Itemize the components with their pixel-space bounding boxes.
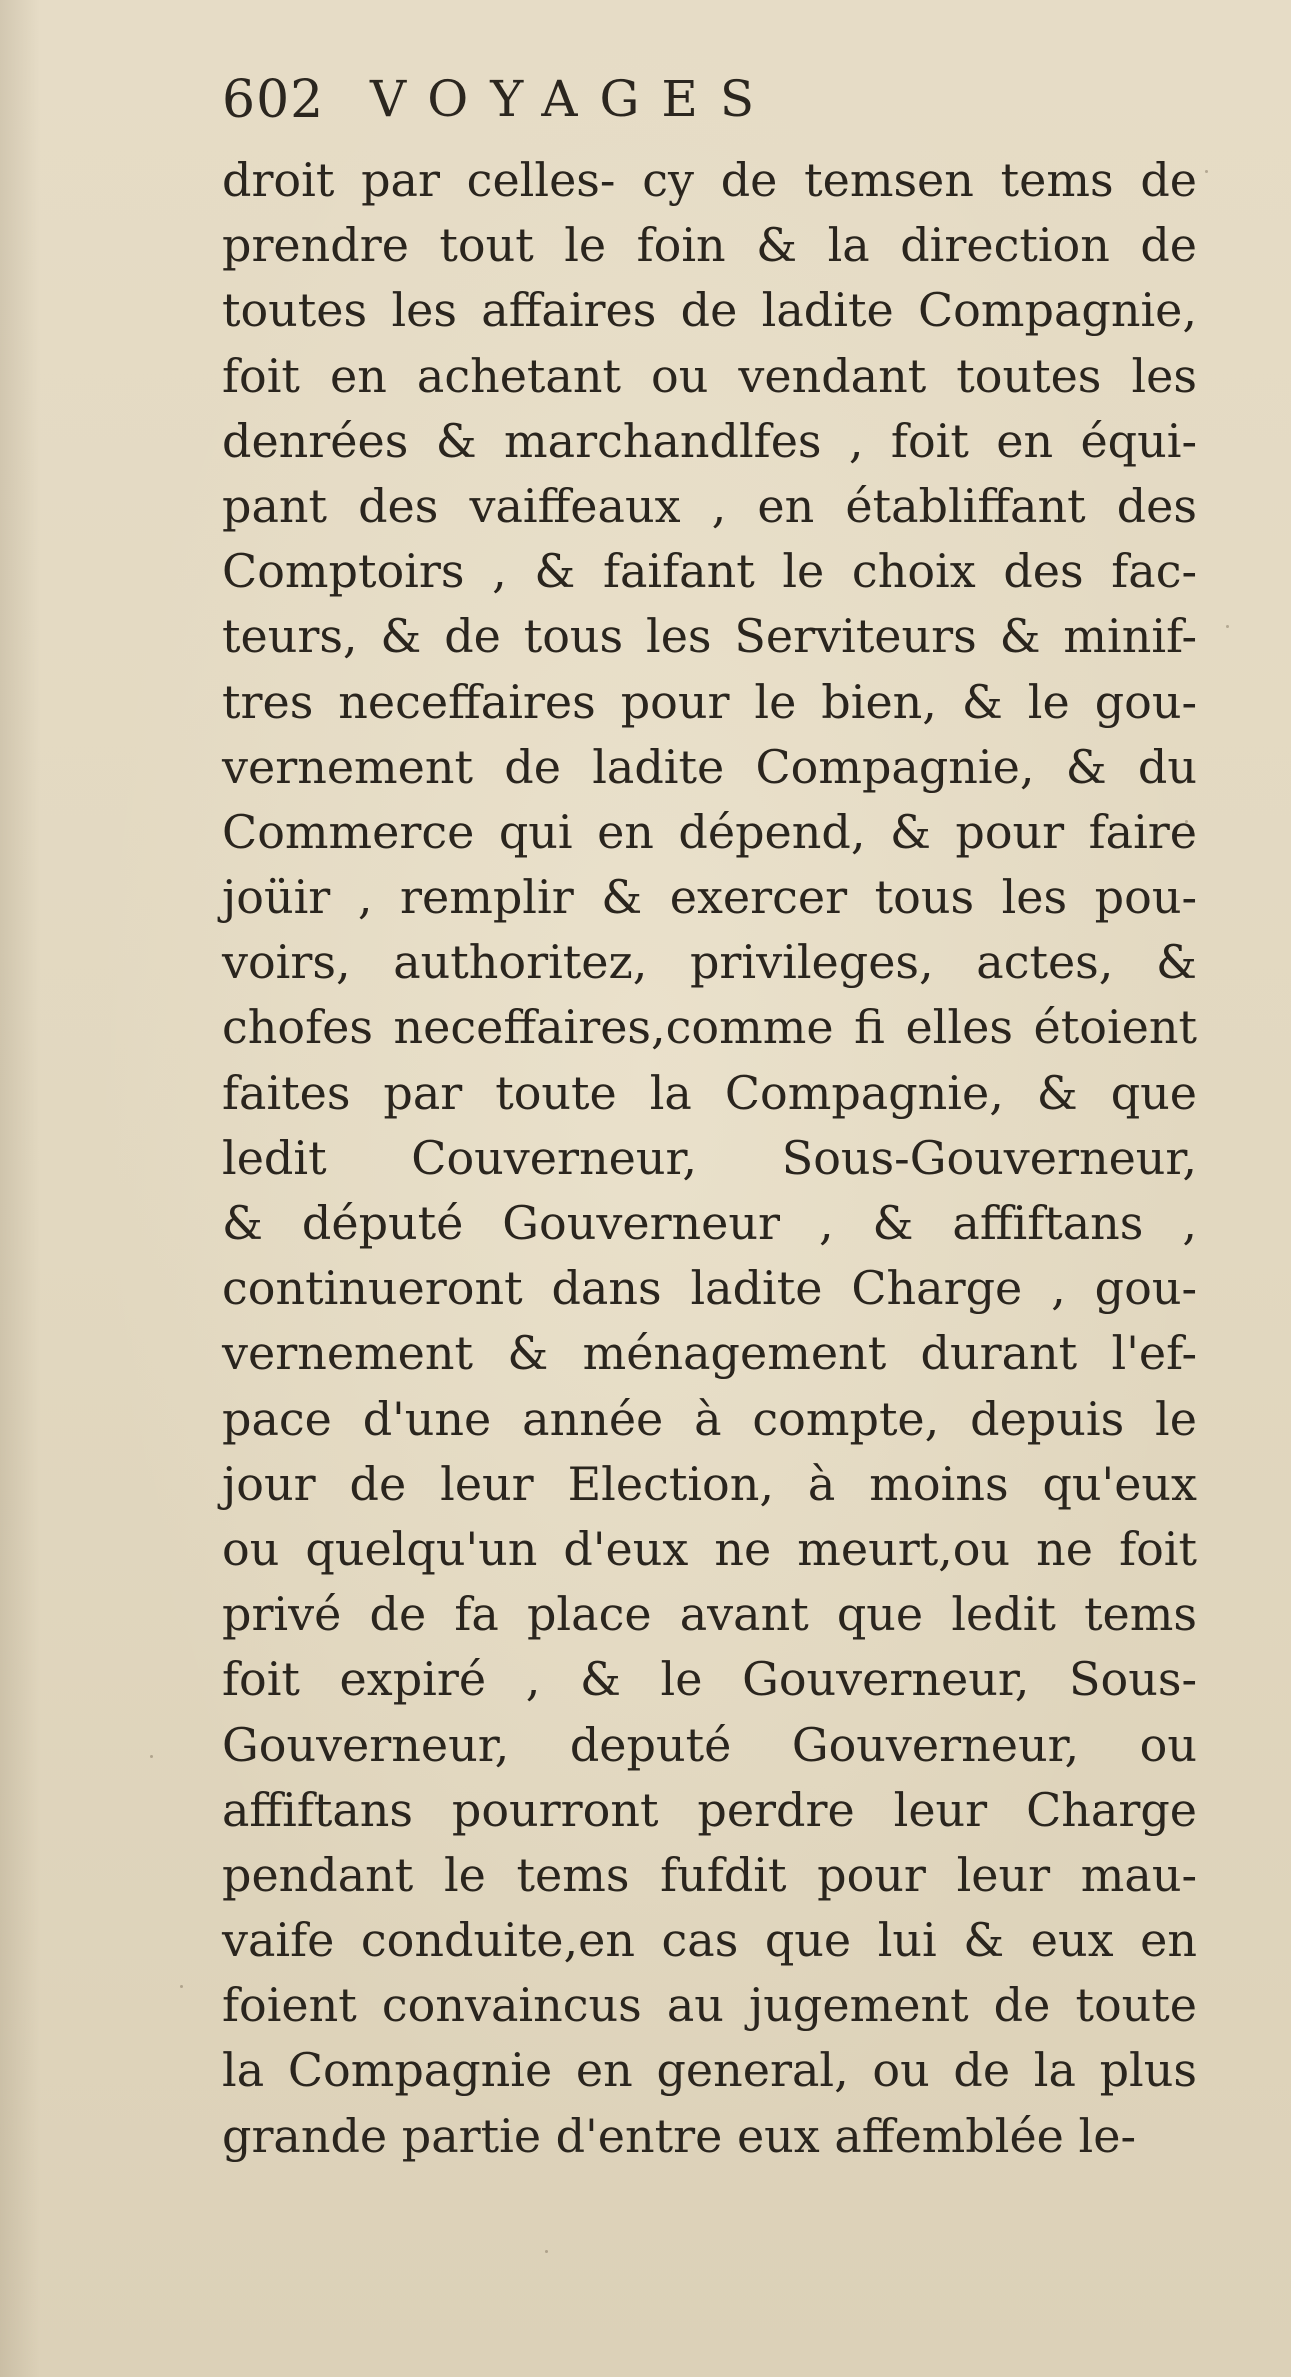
text-line: Comptoirs , & faifant le choix des fac- [222, 544, 1197, 599]
text-line: pendant le tems fufdit pour leur mau- [222, 1847, 1197, 1902]
text-line: denrées & marchandlfes , foit en équi- [222, 413, 1197, 468]
text-line: continueront dans ladite Charge , gou- [222, 1261, 1197, 1316]
text-line: la Compagnie en general, ou de la plus [222, 2043, 1197, 2098]
text-line: joüir , remplir & exercer tous les pou- [222, 870, 1197, 925]
text-line: teurs, & de tous les Serviteurs & minif- [222, 609, 1197, 664]
text-line: foit expiré , & le Gouverneur, Sous- [222, 1652, 1197, 1707]
text-line: & député Gouverneur , & affiftans , [222, 1196, 1197, 1250]
running-title: VOYAGES [370, 70, 777, 128]
text-line: faites par toute la Compagnie, & que [222, 1065, 1197, 1120]
text-line: foit en achetant ou vendant toutes les [222, 348, 1197, 403]
paper-speck [150, 1755, 153, 1758]
text-line: toutes les affaires de ladite Compagnie, [222, 283, 1197, 338]
paper-speck [1185, 820, 1188, 823]
gutter-shadow [0, 0, 40, 2377]
body-text [222, 148, 1197, 2169]
text-line: pace d'une année à compte, depuis le [222, 1391, 1197, 1446]
text-line: tres neceffaires pour le bien, & le gou- [222, 674, 1197, 729]
text-line: ledit Couverneur, Sous-Gouverneur, [222, 1130, 1197, 1185]
text-line: pant des vaiffeaux , en établiffant des [222, 478, 1197, 533]
text-line: privé de fa place avant que ledit tems [222, 1587, 1197, 1642]
paper-speck [180, 1985, 183, 1988]
paper-speck [1226, 625, 1229, 628]
text-line: vernement & ménagement durant l'ef- [222, 1326, 1197, 1381]
text-line: droit par celles- cy de temsen tems de [222, 153, 1197, 207]
text-line: vernement de ladite Compagnie, & du [222, 739, 1197, 794]
text-line: vaife conduite,en cas que lui & eux en [222, 1913, 1197, 1968]
text-line: ou quelqu'un d'eux ne meurt,ou ne foit [222, 1521, 1197, 1576]
text-line: voirs, authoritez, privileges, actes, & [222, 935, 1197, 990]
text-line: chofes neceffaires,comme fi elles étoient [222, 1000, 1197, 1055]
text-line: affiftans pourront perdre leur Charge [222, 1782, 1197, 1837]
paper-speck [545, 2250, 548, 2253]
text-line: Gouverneur, deputé Gouverneur, ou [222, 1717, 1197, 1772]
page-number: 602 [222, 70, 325, 130]
text-line: grande partie d'entre eux affemblée le- [222, 2108, 1137, 2163]
text-line: foient convaincus au jugement de toute [222, 1978, 1197, 2033]
paper-speck [1205, 170, 1208, 173]
text-line: jour de leur Election, à moins qu'eux [222, 1456, 1197, 1511]
text-line: prendre tout le foin & la direction de [222, 218, 1197, 273]
text-line: Commerce qui en dépend, & pour faire [222, 804, 1197, 859]
paper-speck [1190, 255, 1193, 258]
page-header [0, 68, 1291, 148]
